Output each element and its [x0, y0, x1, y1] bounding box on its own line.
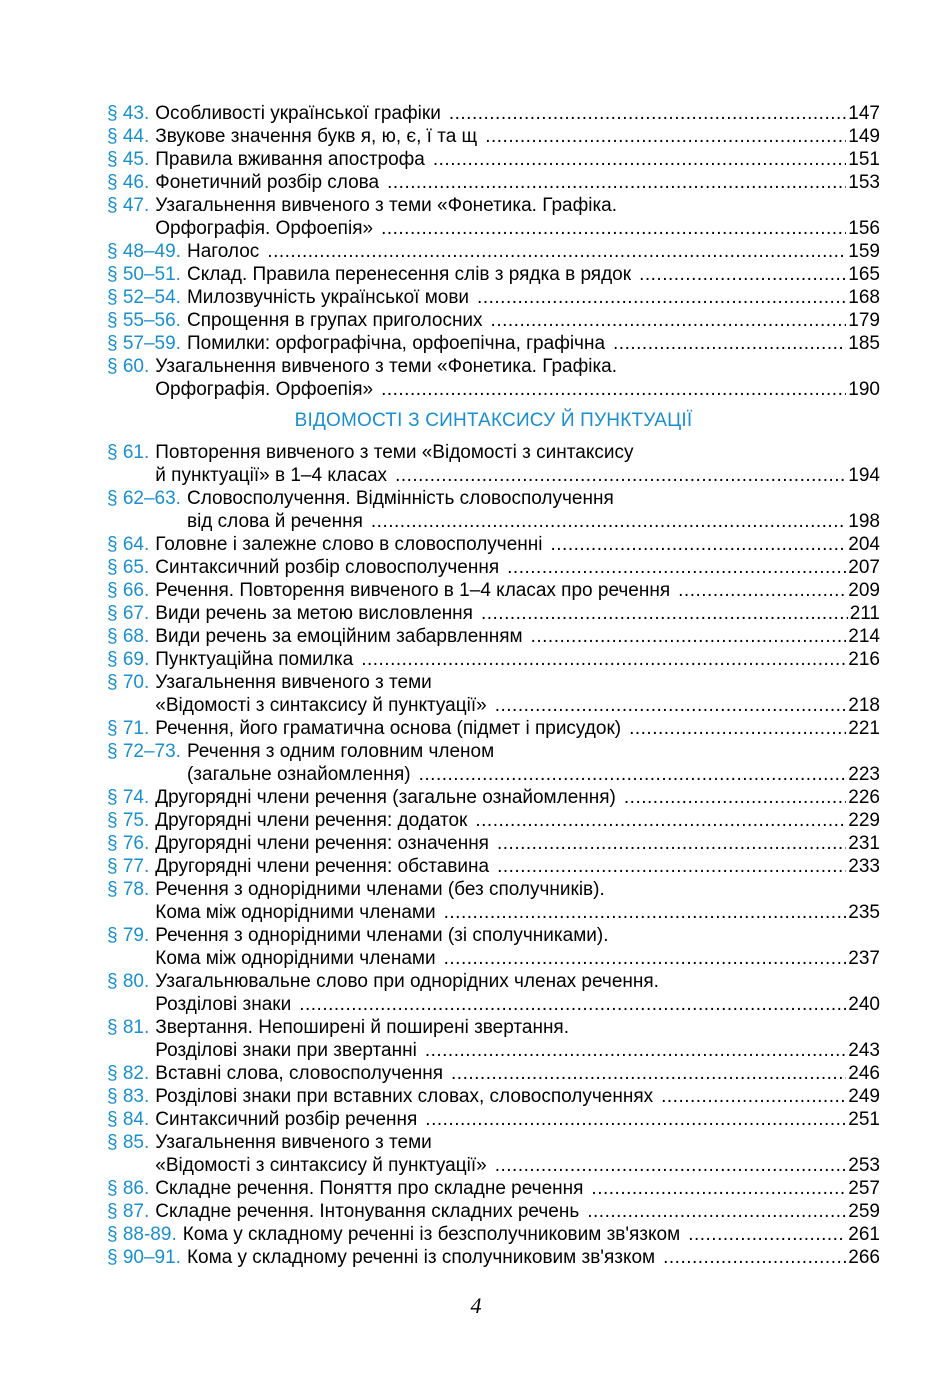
toc-entry-first-line [107, 786, 880, 809]
entry-title: Склад. Правила перенесення слів з рядка в рядок [186, 264, 632, 285]
page-ref: 207 [848, 557, 880, 578]
entry-title: Пунктуаційна помилка [155, 649, 354, 670]
section-number: § 68. [107, 626, 150, 647]
toc-entry-continuation [107, 947, 880, 970]
dot-leader [433, 148, 846, 171]
toc-entry-first-line [107, 286, 880, 309]
entry-title: Кома між однорідними членами [155, 948, 436, 969]
entry-title: від слова й речення [186, 511, 363, 532]
dot-leader [449, 102, 846, 125]
entry-title: Другорядні члени речення (загальне ознайомлення) [155, 787, 616, 808]
section-number: § 90–91. [107, 1247, 181, 1268]
toc-entry-first-line [107, 1108, 880, 1131]
toc-entry [107, 194, 880, 240]
section-number: § 46. [107, 172, 150, 193]
toc-entry [107, 717, 880, 740]
page-ref: 185 [848, 333, 880, 354]
toc-entry-continuation [107, 763, 880, 786]
dot-leader [371, 510, 846, 533]
page-ref: 209 [848, 580, 880, 601]
toc-entry-continuation [107, 1039, 880, 1062]
page-ref: 233 [848, 856, 880, 877]
toc-entry [107, 970, 880, 1016]
page-ref: 204 [848, 534, 880, 555]
entry-title: Види речень за метою висловлення [155, 603, 473, 624]
toc-entry-first-line [107, 125, 880, 148]
section-number: § 65. [107, 557, 150, 578]
toc-entry-first-line [107, 1085, 880, 1108]
toc-entry [107, 240, 880, 263]
section-number: § 43. [107, 103, 150, 124]
toc-entry-first-line [107, 263, 880, 286]
entry-title: Звертання. Непоширені й поширені звертання. [155, 1017, 569, 1038]
entry-title: Узагальнення вивченого з теми «Фонетика. Графіка. [155, 195, 618, 216]
dot-leader [591, 1177, 846, 1200]
toc-entry [107, 832, 880, 855]
entry-title: Головне і залежне слово в словосполученні [155, 534, 543, 555]
toc-entry [107, 441, 880, 487]
toc-entry-first-line [107, 556, 880, 579]
toc-entry-first-line [107, 309, 880, 332]
page-ref: 194 [848, 465, 880, 486]
dot-leader [531, 625, 847, 648]
entry-title: Кома між однорідними членами [155, 902, 436, 923]
entry-title: Спрощення в групах приголосних [186, 310, 483, 331]
toc-entry-first-line [107, 533, 880, 556]
entry-title: Речення з однорідними членами (зі сполучниками). [155, 925, 609, 946]
page-ref: 237 [848, 948, 880, 969]
toc-entry [107, 924, 880, 970]
entry-title: Кома у складному реченні із безсполучниковим зв'язком [182, 1224, 681, 1245]
section-number: § 88-89. [107, 1224, 177, 1245]
dot-leader [688, 1223, 846, 1246]
toc-entry [107, 809, 880, 832]
section-number: § 76. [107, 833, 150, 854]
section-number: § 55–56. [107, 310, 181, 331]
entry-title: Наголос [186, 241, 260, 262]
toc-entry-first-line [107, 878, 880, 901]
dot-leader [624, 786, 846, 809]
toc-entry [107, 533, 880, 556]
toc-entry [107, 309, 880, 332]
page-ref: 198 [848, 511, 880, 532]
toc-entry-first-line [107, 1246, 880, 1269]
section-number: § 86. [107, 1178, 150, 1199]
section-number: § 52–54. [107, 287, 181, 308]
toc-entry [107, 740, 880, 786]
entry-title: Вставні слова, словосполучення [155, 1063, 444, 1084]
entry-title: Узагальнення вивченого з теми [155, 672, 432, 693]
dot-leader [419, 763, 847, 786]
page-ref: 261 [848, 1224, 880, 1245]
toc-entry-first-line [107, 487, 880, 510]
page-number: 4 [470, 1293, 482, 1318]
toc-entry-first-line [107, 924, 880, 947]
toc-entry-first-line [107, 171, 880, 194]
entry-title: Складне речення. Інтонування складних речень [155, 1201, 580, 1222]
entry-title: Розділові знаки при звертанні [155, 1040, 417, 1061]
dot-leader [361, 648, 846, 671]
entry-title: Розділові знаки при вставних словах, словосполученнях [155, 1086, 654, 1107]
entry-title: (загальне ознайомлення) [186, 764, 411, 785]
page-ref: 214 [848, 626, 880, 647]
toc-entry-first-line [107, 355, 880, 378]
dot-leader [481, 602, 848, 625]
entry-title: «Відомості з синтаксису й пунктуації» [155, 695, 487, 716]
dot-leader [475, 809, 846, 832]
page-ref: 243 [848, 1040, 880, 1061]
dot-leader [678, 579, 846, 602]
toc-entry-first-line [107, 102, 880, 125]
dot-leader [451, 1062, 846, 1085]
toc-list-phonetics [107, 102, 880, 401]
entry-title: Кома у складному реченні із сполучниковим зв'язком [186, 1247, 656, 1268]
entry-title: Другорядні члени речення: означення [155, 833, 489, 854]
page-ref: 165 [848, 264, 880, 285]
page-ref: 235 [848, 902, 880, 923]
section-number: § 87. [107, 1201, 150, 1222]
toc-entry-first-line [107, 194, 880, 217]
section-number: § 81. [107, 1017, 150, 1038]
toc-entry [107, 125, 880, 148]
section-number: § 66. [107, 580, 150, 601]
page-ref: 251 [848, 1109, 880, 1130]
page-ref: 151 [848, 149, 880, 170]
page-ref: 149 [848, 126, 880, 147]
page-ref: 190 [848, 379, 880, 400]
toc-entry-first-line [107, 148, 880, 171]
section-number: § 67. [107, 603, 150, 624]
dot-leader [497, 832, 846, 855]
page-ref: 226 [848, 787, 880, 808]
toc-entry [107, 556, 880, 579]
dot-leader [495, 694, 847, 717]
section-number: § 71. [107, 718, 150, 739]
toc-entry [107, 1085, 880, 1108]
page-ref: 218 [848, 695, 880, 716]
dot-leader [425, 1039, 846, 1062]
toc-entry [107, 286, 880, 309]
dot-leader [587, 1200, 846, 1223]
page-ref: 153 [848, 172, 880, 193]
page-ref: 231 [848, 833, 880, 854]
toc-list-syntax [107, 441, 880, 1269]
entry-title: Фонетичний розбір слова [155, 172, 380, 193]
entry-title: Помилки: орфографічна, орфоепічна, графічна [186, 333, 606, 354]
toc-entry [107, 1016, 880, 1062]
toc-entry-first-line [107, 970, 880, 993]
dot-leader [663, 1246, 846, 1269]
toc-entry-continuation [107, 510, 880, 533]
section-number: § 60. [107, 356, 150, 377]
dot-leader [395, 464, 846, 487]
dot-leader [497, 855, 846, 878]
entry-title: Словосполучення. Відмінність словосполучення [186, 488, 614, 509]
toc-entry-first-line [107, 1177, 880, 1200]
section-number: § 72–73. [107, 741, 181, 762]
entry-title: Синтаксичний розбір словосполучення [155, 557, 500, 578]
page-ref: 223 [848, 764, 880, 785]
entry-title: Милозвучність української мови [186, 287, 470, 308]
toc-entry [107, 878, 880, 924]
section-number: § 82. [107, 1063, 150, 1084]
section-number: § 70. [107, 672, 150, 693]
toc-entry [107, 855, 880, 878]
entry-title: Речення з однорідними членами (без сполучників). [155, 879, 605, 900]
toc-entry [107, 1131, 880, 1177]
toc-entry-first-line [107, 1016, 880, 1039]
toc-entry [107, 1200, 880, 1223]
dot-leader [507, 556, 846, 579]
toc-entry [107, 625, 880, 648]
dot-leader [381, 217, 846, 240]
toc-entry [107, 171, 880, 194]
section-number: § 50–51. [107, 264, 181, 285]
page-ref: 253 [848, 1155, 880, 1176]
toc-entry-continuation [107, 993, 880, 1016]
toc-entry-first-line [107, 648, 880, 671]
entry-title: Особливості української графіки [155, 103, 441, 124]
section-number: § 83. [107, 1086, 150, 1107]
dot-leader [613, 332, 846, 355]
toc-entry [107, 1062, 880, 1085]
toc-entry [107, 671, 880, 717]
toc-entry-first-line [107, 441, 880, 464]
page-ref: 257 [848, 1178, 880, 1199]
toc-entry [107, 355, 880, 401]
toc-entry [107, 786, 880, 809]
toc-entry-continuation [107, 464, 880, 487]
entry-title: Повторення вивченого з теми «Відомості з синтаксису [155, 442, 634, 463]
toc-entry-first-line [107, 579, 880, 602]
section-number: § 74. [107, 787, 150, 808]
dot-leader [299, 993, 846, 1016]
section-heading: ВІДОМОСТІ З СИНТАКСИСУ Й ПУНКТУАЦІЇ [294, 410, 693, 431]
entry-title: й пунктуації» в 1–4 класах [155, 465, 388, 486]
toc-entry [107, 1223, 880, 1246]
entry-title: Складне речення. Поняття про складне речення [155, 1178, 584, 1199]
dot-leader [444, 901, 847, 924]
toc-entry-first-line [107, 717, 880, 740]
toc-entry-first-line [107, 625, 880, 648]
toc-entry [107, 579, 880, 602]
section-number: § 78. [107, 879, 150, 900]
dot-leader [477, 286, 846, 309]
entry-title: «Відомості з синтаксису й пунктуації» [155, 1155, 487, 1176]
entry-title: Орфографія. Орфоепія» [155, 218, 374, 239]
dot-leader [444, 947, 847, 970]
page-ref: 156 [848, 218, 880, 239]
section-number: § 85. [107, 1132, 150, 1153]
page-ref: 168 [848, 287, 880, 308]
toc-entry-first-line [107, 809, 880, 832]
section-number: § 45. [107, 149, 150, 170]
page-ref: 240 [848, 994, 880, 1015]
dot-leader [629, 717, 846, 740]
toc-entry-first-line [107, 671, 880, 694]
dot-leader [495, 1154, 847, 1177]
toc-entry [107, 648, 880, 671]
entry-title: Речення, його граматична основа (підмет і присудок) [155, 718, 622, 739]
toc-entry-first-line [107, 1131, 880, 1154]
section-number: § 64. [107, 534, 150, 555]
entry-title: Синтаксичний розбір речення [155, 1109, 418, 1130]
toc-entry-continuation [107, 378, 880, 401]
entry-title: Види речень за емоційним забарвленням [155, 626, 523, 647]
section-number: § 79. [107, 925, 150, 946]
dot-leader [485, 125, 846, 148]
page-ref: 259 [848, 1201, 880, 1222]
entry-title: Речення. Повторення вивченого в 1–4 класах про речення [155, 580, 671, 601]
toc-entry-first-line [107, 1062, 880, 1085]
toc-entry-continuation [107, 217, 880, 240]
entry-title: Правила вживання апострофа [155, 149, 425, 170]
entry-title: Другорядні члени речення: додаток [155, 810, 468, 831]
section-number: § 61. [107, 442, 150, 463]
toc-entry-continuation [107, 694, 880, 717]
toc-entry-first-line [107, 832, 880, 855]
toc-entry [107, 602, 880, 625]
section-number: § 48–49. [107, 241, 181, 262]
toc-entry-first-line [107, 740, 880, 763]
section-number: § 47. [107, 195, 150, 216]
page-ref: 221 [848, 718, 880, 739]
toc-entry [107, 102, 880, 125]
section-number: § 57–59. [107, 333, 181, 354]
toc-entry [107, 1177, 880, 1200]
entry-title: Орфографія. Орфоепія» [155, 379, 374, 400]
dot-leader [387, 171, 846, 194]
entry-title: Звукове значення букв я, ю, є, ї та щ [155, 126, 478, 147]
toc-entry [107, 487, 880, 533]
toc-entry [107, 1108, 880, 1131]
page-ref: 246 [848, 1063, 880, 1084]
entry-title: Узагальнення вивченого з теми «Фонетика. Графіка. [155, 356, 618, 377]
toc-entry-first-line [107, 332, 880, 355]
entry-title: Другорядні члени речення: обставина [155, 856, 490, 877]
section-number: § 44. [107, 126, 150, 147]
toc-entry-first-line [107, 1223, 880, 1246]
dot-leader [381, 378, 846, 401]
dot-leader [491, 309, 847, 332]
toc-entry [107, 148, 880, 171]
page-ref: 159 [848, 241, 880, 262]
toc-entry-first-line [107, 602, 880, 625]
dot-leader [661, 1085, 846, 1108]
entry-title: Речення з одним головним членом [186, 741, 495, 762]
toc-entry [107, 263, 880, 286]
table-of-contents [107, 102, 880, 1269]
toc-entry [107, 1246, 880, 1269]
toc-entry-first-line [107, 855, 880, 878]
entry-title: Узагальнювальне слово при однорідних членах речення. [155, 971, 659, 992]
page-ref: 266 [848, 1247, 880, 1268]
toc-entry-continuation [107, 1154, 880, 1177]
toc-entry-continuation [107, 901, 880, 924]
page-ref: 211 [849, 603, 880, 624]
page-ref: 179 [848, 310, 880, 331]
dot-leader [425, 1108, 846, 1131]
entry-title: Узагальнення вивченого з теми [155, 1132, 432, 1153]
page-ref: 216 [848, 649, 880, 670]
section-number: § 75. [107, 810, 150, 831]
section-number: § 80. [107, 971, 150, 992]
section-number: § 62–63. [107, 488, 181, 509]
toc-entry-first-line [107, 1200, 880, 1223]
dot-leader [639, 263, 846, 286]
page-ref: 229 [848, 810, 880, 831]
toc-entry-first-line [107, 240, 880, 263]
page-ref: 249 [848, 1086, 880, 1107]
section-number: § 69. [107, 649, 150, 670]
page-ref: 147 [848, 103, 880, 124]
section-number: § 84. [107, 1109, 150, 1130]
toc-entry [107, 332, 880, 355]
entry-title: Розділові знаки [155, 994, 292, 1015]
section-number: § 77. [107, 856, 150, 877]
dot-leader [267, 240, 846, 263]
dot-leader [550, 533, 846, 556]
